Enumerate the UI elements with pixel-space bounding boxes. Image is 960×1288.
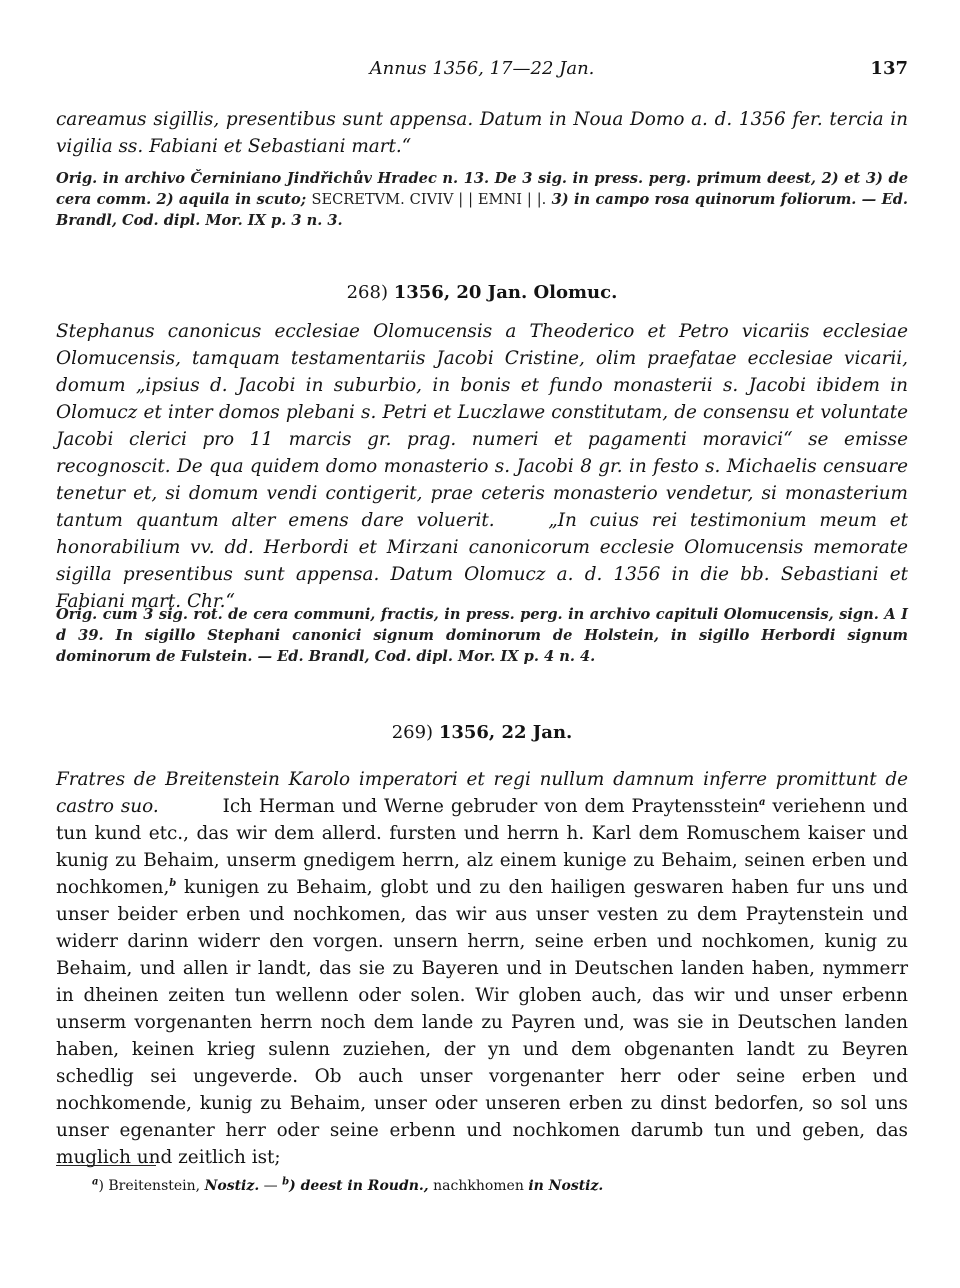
footnote-divider [56,1165,156,1166]
footnote-b-source: in Nostiz. [528,1178,604,1194]
note-part-2: 3) in campo rosa quinorum foliorum. — Ed. Brandl, Cod. dipl. Mor. IX p. 3 n. 3. [56,191,908,229]
doc-269-text-a: Ich Herman und Werne gebruder von dem Praytensstein [222,796,759,817]
note-part-1: Orig. in archivo Černiniano Jindřichův Hradec n. 13. De 3 sig. in press. perg. primum deest, 2) et 3) de cera comm. 2) aquila in scuto; [56,170,908,208]
doc-268-date: 1356, 20 Jan. Olomuc. [393,282,618,303]
footnote-separator: — [259,1178,283,1194]
doc-268-number: 268) [346,282,388,303]
footnote-a-text: ) Breitenstein, [98,1178,201,1194]
footnote-mark-b: b [169,877,177,889]
doc-269-heading [56,722,908,743]
footnote-mark-a: a [758,796,766,808]
previous-document-note [56,168,908,231]
previous-document-end [56,106,908,160]
doc-269-text-c: kunigen zu Behaim, globt und zu den hailigen geswaren haben fur uns und unser beider erben und nochkomen, das wir aus unser vesten zu dem Praytenstein und widerr darinn widerr den vorgen. unsern herrn, seine erben und nochkomen, kunig zu Behaim, und allen ir landt, das sie zu Bayeren und in Deutschen landen haben, nymmerr in dheinen zeiten tun wellenn oder solen. Wir globen auch, das wir und unser erbenn unserm vorgenanten herrn noch dem lande zu Payren und, was sie in Deutschen landen haben, keinen krieg sulenn zuziehen, der yn und dem obgenanten landt zu Beyren schedlig sei ungeverde. Ob auch unser vorgenanter herr oder seine erben und nochkomende, kunig zu Behaim, unser oder unseren erben zu dinst bedorfen, so sol uns unser egenanter herr oder seine erbenn und nochkomen darumb tun und geben, das muglich und zeitlich ist; [56,877,908,1168]
running-title: Annus 1356, 17—22 Jan. [369,58,595,79]
doc-268-body [56,318,908,615]
doc-269-body [56,766,908,1171]
page-number: 137 [870,58,908,79]
previous-document-text: careamus sigillis, presentibus sunt appensa. Datum in Noua Domo a. d. 1356 fer. tercia in vigilia ss. Fabiani et Sebastiani mart.“ [56,109,908,157]
doc-268-note [56,604,908,667]
doc-268-summary: Stephanus canonicus ecclesiae Olomucensis a Theoderico et Petro vicariis ecclesiae Olomucensis, tamquam testamentariis Jacobi Cristine, olim praefatae ecclesiae vicarii, domum „ipsius d. Jacobi in suburbio, in bonis et fundo monasterii s. Jacobi ibidem in Olomucz et inter domos plebani s. Petri et Luczlawe constitutam, de consensu et voluntate Jacobi clerici pro 11 marcis gr. prag. numeri et pagamenti moravici“ se emisse recognoscit. De qua quidem domo monasterio s. Jacobi 8 gr. in festo s. Michaelis censuare tenetur et, si domum vendi contigerit, prae ceteris monasterio vendetur, si monasterium tantum quantum alter emens dare voluerit. [56,321,908,531]
doc-269-text-b: veriehenn und tun kund etc., das wir dem allerd. fursten und herrn h. Karl dem Romuschem kaiser und kunig zu Behaim, unserm gnedigem herrn, alz einem kunige zu Behaim, seinen erben und nochkomen, [56,796,908,898]
doc-269-summary: Fratres de Breitenstein Karolo imperatori et regi nullum damnum inferre promittunt de castro suo. [56,769,908,817]
doc-269-date: 1356, 22 Jan. [438,722,573,743]
footnote-b-text: ) deest in Roudn., [289,1178,429,1194]
footnote-a-source: Nostiz. [204,1178,260,1194]
doc-269-number: 269) [391,722,434,743]
footnote-b-mark: b [282,1176,290,1188]
footnote-a-mark: a [92,1176,99,1188]
running-head [56,58,908,84]
seal-legend: SECRETVM. CIVIV | | EMNI | |. [311,191,547,208]
footnotes [56,1178,908,1194]
doc-268-note-text: Orig. cum 3 sig. rot. de cera communi, fractis, in press. perg. in archivo capituli Olomucensis, sign. A I d 39. In sigillo Stephani canonici signum dominorum de Holstein, in sigillo Herbordi signum dominorum de Fulstein. — Ed. Brandl, Cod. dipl. Mor. IX p. 4 n. 4. [56,606,908,665]
doc-268-quote: „In cuius rei testimonium meum et honorabilium vv. dd. Herbordi et Mirzani canonicorum ecclesie Olomucensis memorate sigilla presentibus sunt appensa. Datum Olomucz a. d. 1356 in die bb. Sebastiani et Fabiani mart. Chr.“ [56,510,908,612]
footnote-b-variant: nachkhomen [428,1178,529,1194]
doc-268-heading [56,282,908,303]
